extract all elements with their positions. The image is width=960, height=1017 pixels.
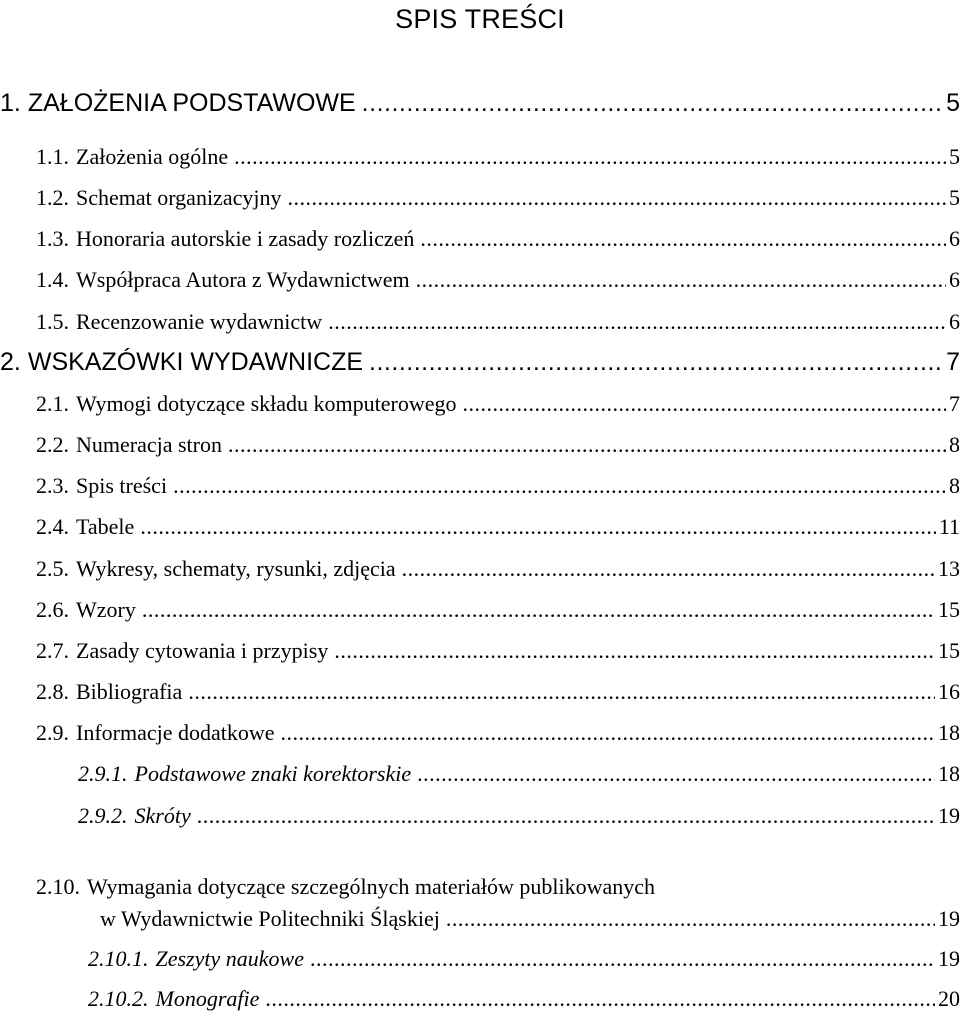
toc-dot-leader [328,306,946,338]
toc-page-number: 19 [938,946,960,971]
toc-dot-leader [362,87,943,119]
toc-entry-2-10-first-line[interactable] [36,871,655,903]
toc-entry-number: 2.8. [36,679,69,704]
toc-page-number: 20 [938,986,960,1011]
toc-dot-leader [417,758,935,790]
toc-entry-number: 2.4. [36,514,69,539]
toc-dot-leader [402,553,935,585]
toc-entry-2-1[interactable] [36,388,960,420]
toc-entry-2-4[interactable] [36,511,960,543]
toc-entry-label: Honoraria autorskie i zasady rozliczeń [76,226,415,251]
toc-dot-leader [142,594,935,626]
toc-page-number: 8 [949,432,960,457]
toc-entry-label: Schemat organizacyjny [76,185,282,210]
toc-dot-leader [463,388,946,420]
toc-entry-number: 1.4. [36,267,69,292]
toc-entry-2-2[interactable] [36,429,960,461]
toc-entry-number: 2.10. [36,874,80,899]
toc-dot-leader [188,676,935,708]
toc-entry-number: 1. [0,89,21,117]
toc-entry-number: 2.9.1. [78,761,128,786]
toc-entry-label: Wymogi dotyczące składu komputerowego [76,391,457,416]
toc-entry-number: 2.3. [36,473,69,498]
toc-page-number: 7 [946,348,960,376]
toc-dot-leader [281,717,935,749]
toc-entry-number: 2.10.2. [88,986,149,1011]
toc-dot-leader [446,903,935,935]
toc-page-number: 5 [946,89,960,117]
toc-entry-label: WSKAZÓWKI WYDAWNICZE [27,348,364,376]
toc-entry-1-2[interactable] [36,182,960,214]
toc-page-number: 6 [949,267,960,292]
toc-entry-2-10-1[interactable] [88,943,960,975]
toc-entry-number: 2.9. [36,720,69,745]
toc-dot-leader [228,429,946,461]
toc-page-number: 8 [949,473,960,498]
toc-entry-label: Bibliografia [76,679,183,704]
toc-entry-2-6[interactable] [36,594,960,626]
toc-entry-label: Wzory [76,597,136,622]
toc-dot-leader [197,800,935,832]
toc-page-number: 6 [949,226,960,251]
toc-dot-leader [173,470,946,502]
toc-entry-label: Informacje dodatkowe [76,720,275,745]
toc-entry-label-continued: w Wydawnictwie Politechniki Śląskiej [100,906,440,931]
toc-entry-label: Spis treści [76,473,168,498]
toc-entry-label: Zasady cytowania i przypisy [76,638,329,663]
toc-entry-2-5[interactable] [36,553,960,585]
toc-entry-label: Skróty [134,803,191,828]
toc-entry-number: 2. [0,348,21,376]
toc-entry-label: Recenzowanie wydawnictw [76,309,323,334]
toc-page-number: 19 [938,803,960,828]
toc-entry-number: 2.1. [36,391,69,416]
page-title: SPIS TREŚCI [395,4,565,34]
toc-entry-label: Wykresy, schematy, rysunki, zdjęcia [76,556,396,581]
toc-entry-2-9[interactable] [36,717,960,749]
toc-entry-number: 1.1. [36,144,69,169]
toc-entry-label: Numeracja stron [76,432,222,457]
toc-page-number: 19 [938,906,960,931]
toc-entry-2-8[interactable] [36,676,960,708]
toc-entry-number: 2.10.1. [88,946,149,971]
toc-entry-label: Podstawowe znaki korektorskie [134,761,412,786]
toc-entry-chapter-1[interactable] [0,87,960,119]
toc-page-number: 13 [938,556,960,581]
toc-dot-leader [416,264,946,296]
toc-entry-1-3[interactable] [36,223,960,255]
toc-dot-leader [334,635,935,667]
toc-page-number: 6 [949,309,960,334]
toc-page-number: 18 [938,761,960,786]
toc-dot-leader [265,983,935,1015]
toc-entry-2-10-2[interactable] [88,983,960,1015]
toc-entry-2-10[interactable] [100,903,960,935]
toc-page-number: 16 [938,679,960,704]
toc-entry-label: Monografie [155,986,260,1011]
toc-dot-leader [234,141,946,173]
toc-page-number: 5 [949,185,960,210]
toc-page-number: 11 [938,514,960,539]
toc-entry-chapter-2[interactable] [0,346,960,378]
toc-entry-label: Współpraca Autora z Wydawnictwem [76,267,410,292]
toc-entry-label: Zeszyty naukowe [155,946,304,971]
toc-entry-2-9-2[interactable] [78,800,960,832]
toc-entry-number: 2.9.2. [78,803,128,828]
toc-entry-label: Tabele [76,514,135,539]
toc-dot-leader [140,511,936,543]
toc-entry-2-7[interactable] [36,635,960,667]
toc-entry-2-3[interactable] [36,470,960,502]
toc-entry-number: 2.7. [36,638,69,663]
toc-dot-leader [310,943,935,975]
toc-dot-leader [369,346,943,378]
toc-entry-1-5[interactable] [36,306,960,338]
toc-entry-number: 1.5. [36,309,69,334]
toc-page-number: 15 [938,597,960,622]
toc-entry-2-9-1[interactable] [78,758,960,790]
toc-page-number: 7 [949,391,960,416]
toc-page-number: 15 [938,638,960,663]
toc-entry-number: 1.3. [36,226,69,251]
toc-dot-leader [420,223,946,255]
toc-entry-number: 1.2. [36,185,69,210]
toc-entry-label: ZAŁOŻENIA PODSTAWOWE [27,89,356,117]
toc-entry-1-4[interactable] [36,264,960,296]
toc-entry-number: 2.5. [36,556,69,581]
toc-entry-number: 2.6. [36,597,69,622]
toc-page-number: 5 [949,144,960,169]
toc-entry-label: Założenia ogólne [76,144,229,169]
toc-entry-label: Wymagania dotyczące szczególnych materiałów publikowanych [87,874,655,899]
toc-dot-leader [287,182,946,214]
toc-entry-1-1[interactable] [36,141,960,173]
toc-page-number: 18 [938,720,960,745]
toc-entry-number: 2.2. [36,432,69,457]
